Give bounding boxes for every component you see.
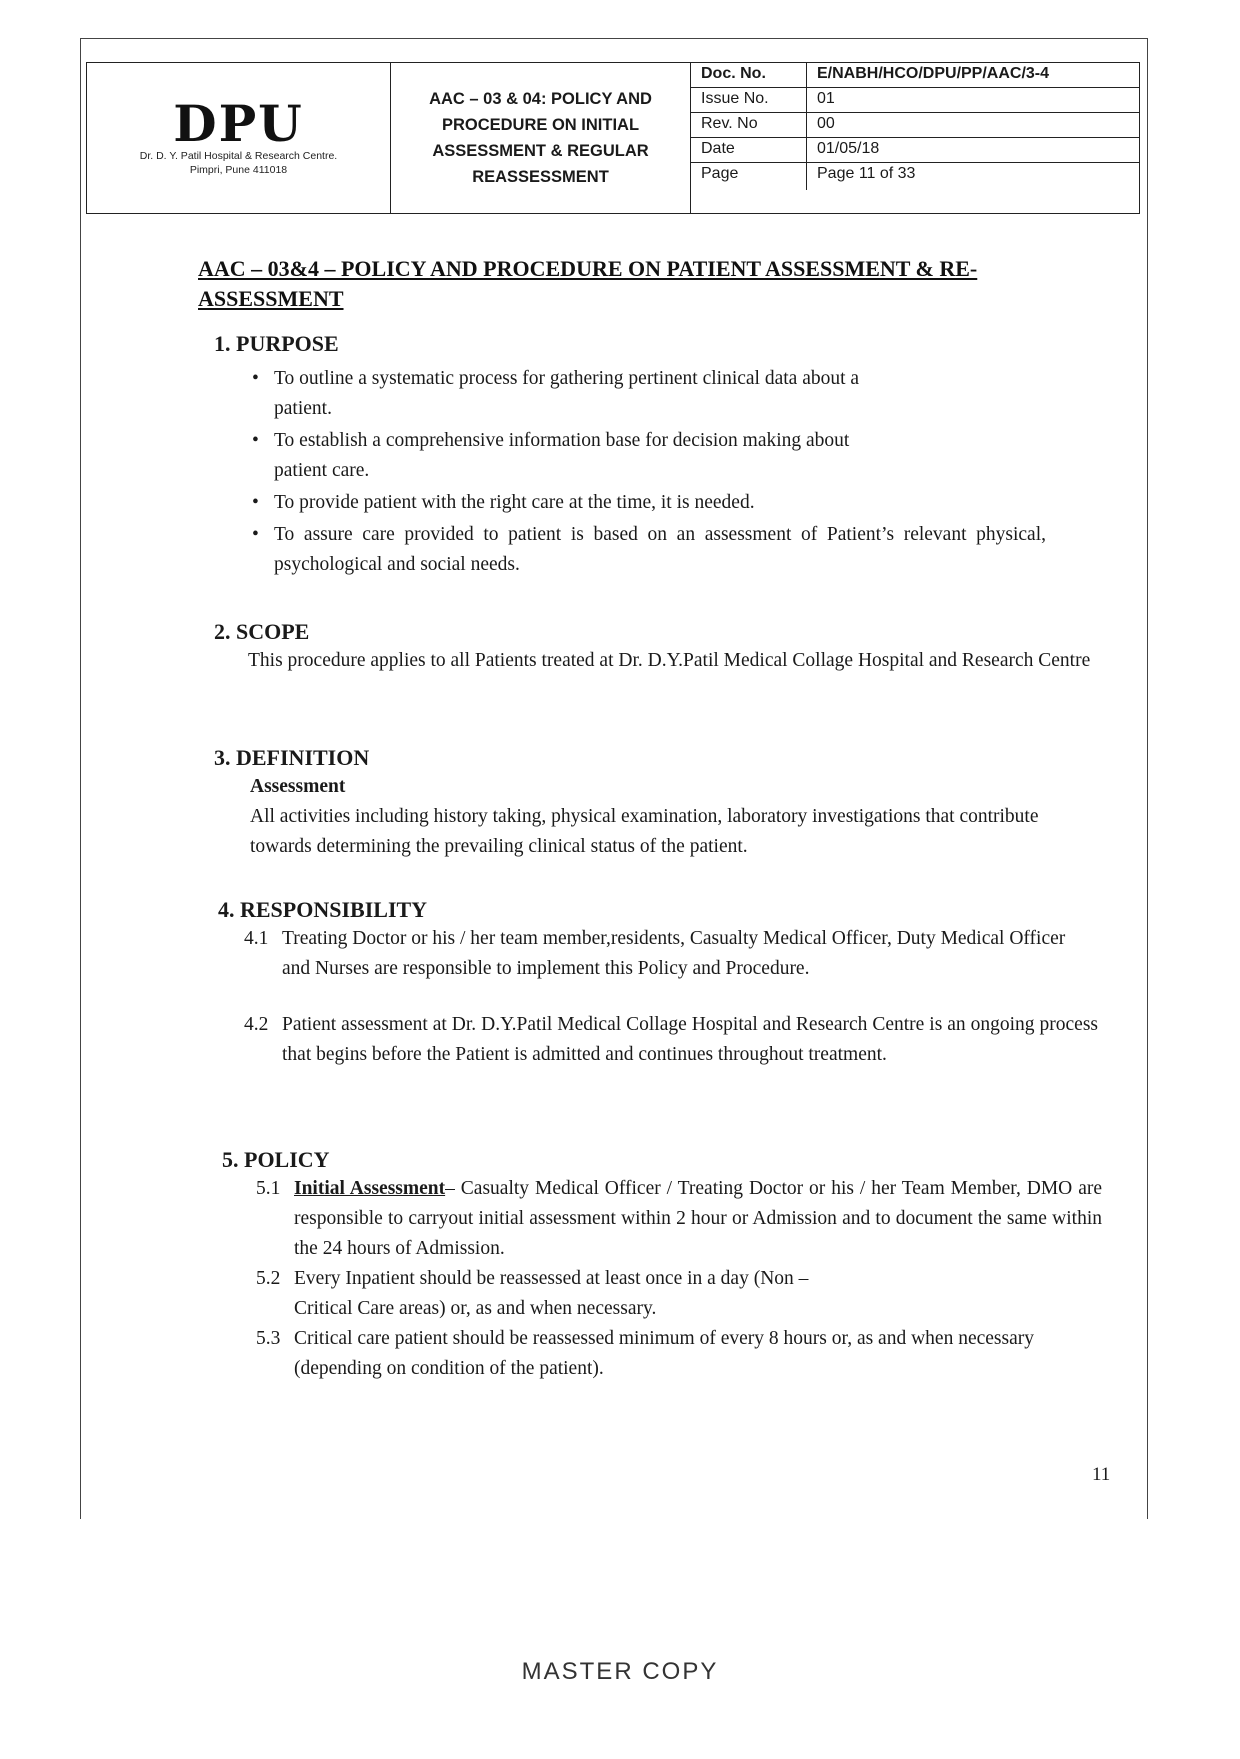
page-number: 11 (1092, 1464, 1111, 1485)
doc-no-label: Doc. No. (691, 63, 807, 87)
logo-line-2: Pimpri, Pune 411018 (189, 164, 288, 176)
purpose-heading: 1. PURPOSE (214, 331, 339, 356)
section-scope (214, 618, 1104, 676)
responsibility-item-4-2 (244, 1010, 1098, 1070)
issue-no-row (691, 88, 1139, 113)
policy-item-5-1 (256, 1174, 1102, 1264)
responsibility-heading: 4. RESPONSIBILITY (218, 897, 428, 922)
list-item: • To provide patient with the right care at the time, it is needed. (246, 488, 1046, 518)
issue-no-label: Issue No. (691, 88, 807, 112)
policy-item-5-2 (256, 1264, 814, 1324)
page-row (691, 163, 1139, 190)
logo-block (87, 63, 391, 213)
item-text: – Casualty Medical Officer / Treating Doctor or his / her Team Member, DMO are responsible to carryout initial assessment within 2 hour or Admission and to document the same within the 24 hours of Admission. (294, 1178, 1102, 1259)
list-item: • To outline a systematic process for gathering pertinent clinical data about a patient. (246, 364, 904, 424)
item-text: Patient assessment at Dr. D.Y.Patil Medical Collage Hospital and Research Centre is an ongoing process that begins before the Patient is admitted and continues throughout treatment. (282, 1014, 1098, 1065)
scope-heading: 2. SCOPE (214, 619, 310, 644)
responsibility-item-4-1 (244, 924, 1098, 984)
initial-assessment-term: Initial Assessment (294, 1178, 446, 1199)
section-purpose (214, 330, 1114, 582)
document-header (86, 62, 1140, 214)
master-copy-stamp: MASTER COPY (521, 1658, 719, 1685)
policy-item-5-3 (256, 1324, 1102, 1384)
policy-heading: 5. POLICY (222, 1147, 330, 1172)
definition-text: All activities including history taking, physical examination, laboratory investigations that contribute towards determining the prevailing clinical status of the patient. (250, 806, 1039, 857)
logo-line-1: Dr. D. Y. Patil Hospital & Research Centre. (139, 150, 338, 162)
doc-no-row (691, 63, 1139, 88)
item-text: Critical care patient should be reassessed minimum of every 8 hours or, as and when necessary (depending on condition of the patient). (294, 1328, 1034, 1379)
doc-no-value: E/NABH/HCO/DPU/PP/AAC/3-4 (817, 65, 1050, 82)
item-text: Every Inpatient should be reassessed at least once in a day (Non – Critical Care areas) or, as and when necessary. (294, 1268, 809, 1319)
item-number: 5.1 (256, 1178, 281, 1199)
item-number: 4.2 (244, 1014, 269, 1035)
scope-text: This procedure applies to all Patients treated at Dr. D.Y.Patil Medical Collage Hospital and Research Centre (248, 650, 1091, 671)
document-title: AAC – 03&4 – POLICY AND PROCEDURE ON PATIENT ASSESSMENT & RE-ASSESSMENT (198, 256, 978, 311)
page-label: Page (691, 163, 807, 190)
date-value: 01/05/18 (817, 140, 880, 157)
definition-heading: 3. DEFINITION (214, 745, 370, 770)
dpu-logo: DPU (173, 94, 304, 153)
item-number: 5.2 (256, 1268, 281, 1289)
date-row (691, 138, 1139, 163)
rev-no-row (691, 113, 1139, 138)
purpose-list (246, 364, 1046, 580)
section-policy (222, 1146, 1102, 1384)
definition-term: Assessment (250, 776, 346, 797)
item-text: Treating Doctor or his / her team member,residents, Casualty Medical Officer, Duty Medical Officer and Nurses are responsible to implement this Policy and Procedure. (282, 928, 1066, 979)
header-doc-title: AAC – 03 & 04: POLICY AND PROCEDURE ON INITIAL ASSESSMENT & REGULAR REASSESSMENT (391, 63, 691, 213)
list-item: • To establish a comprehensive information base for decision making about patient care. (246, 426, 904, 486)
page-value: Page 11 of 33 (817, 165, 916, 182)
list-item: • To assure care provided to patient is based on an assessment of Patient’s relevant physical, psychological and social needs. (246, 520, 1046, 580)
rev-no-value: 00 (817, 115, 835, 132)
section-definition (214, 744, 1104, 862)
rev-no-label: Rev. No (691, 113, 807, 137)
issue-no-value: 01 (817, 90, 835, 107)
section-responsibility (218, 896, 1098, 1070)
date-label: Date (691, 138, 807, 162)
item-number: 5.3 (256, 1328, 281, 1349)
item-number: 4.1 (244, 928, 269, 949)
doc-control-table (691, 63, 1139, 213)
